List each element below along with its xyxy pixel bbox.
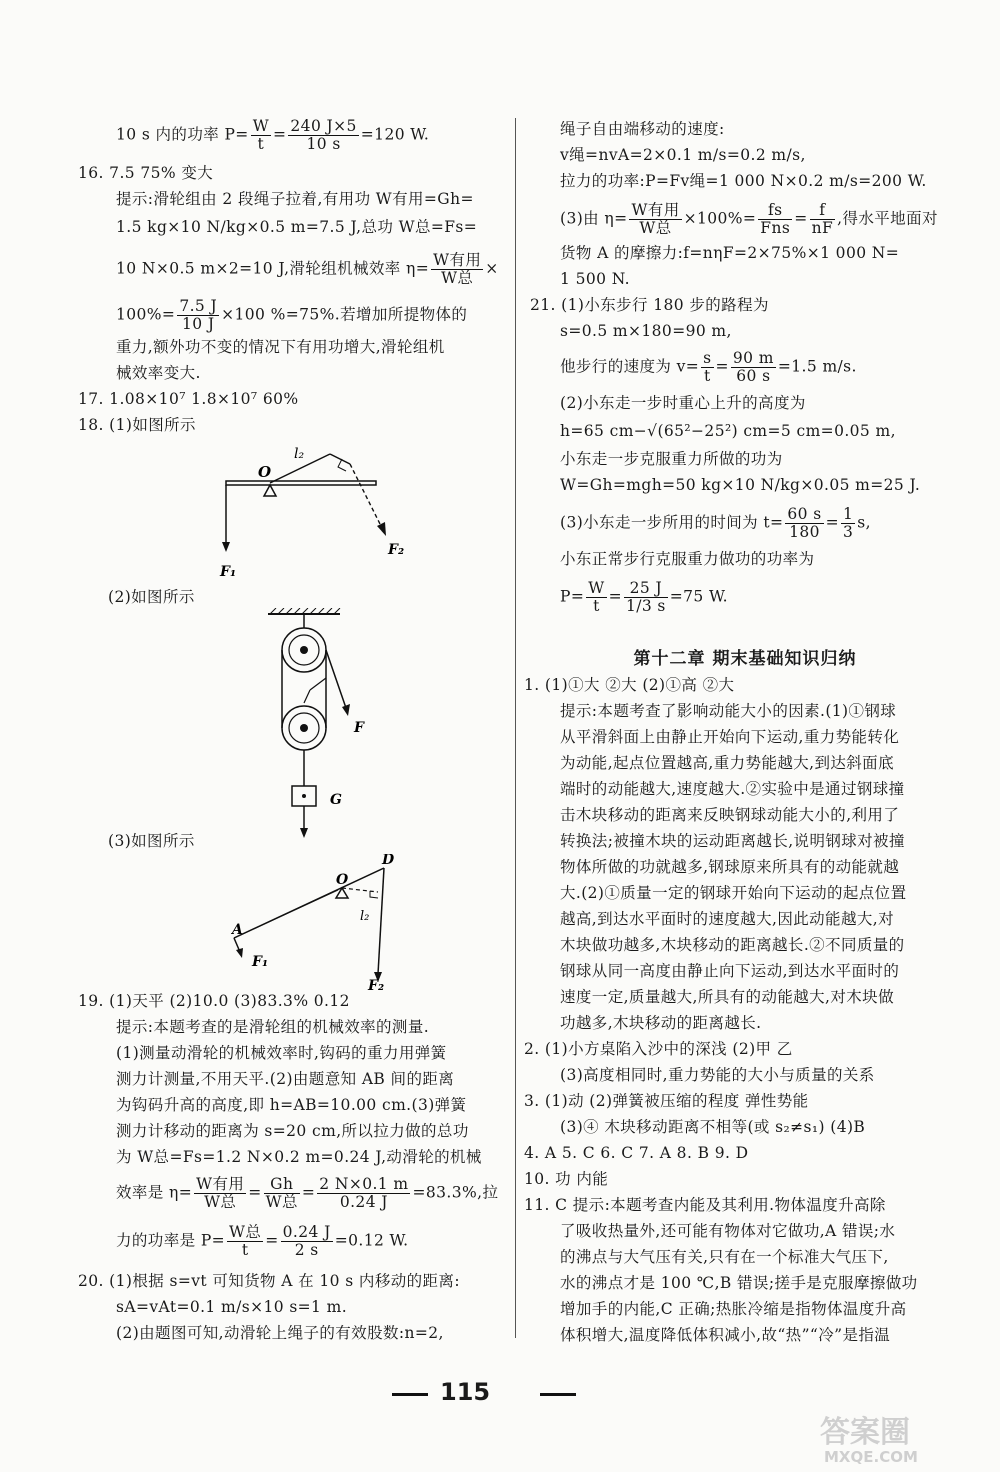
pull-power: 拉力的功率:P=Fv绳=1 000 N×0.2 m/s=200 W. bbox=[560, 172, 927, 190]
q16-hint-3: 10 N×0.5 m×2=10 J,滑轮组机械效率 η= $\frac{\text{W有用}}{\text{W总}}$ × bbox=[116, 251, 499, 287]
q18-answer: 18. (1)如图所示 bbox=[78, 416, 196, 434]
page-number: 115 bbox=[440, 1378, 491, 1406]
q19-answer: 19. (1)天平 (2)10.0 (3)83.3% 0.12 bbox=[78, 992, 350, 1010]
q19-hint-5: 测力计移动的距离为 s=20 cm,所以拉力做的总功 bbox=[116, 1122, 469, 1140]
c2-answer: 2. (1)小方桌陷入沙中的深浅 (2)甲 乙 bbox=[524, 1040, 793, 1058]
f2-label-3: F₂ bbox=[368, 978, 385, 990]
svg-text:答案圈: 答案圈 bbox=[820, 1415, 910, 1450]
c4-9-answers: 4. A 5. C 6. C 7. A 8. B 9. D bbox=[524, 1144, 749, 1162]
column-divider bbox=[515, 118, 516, 1338]
q16-hint-5: 重力,额外功不变的情况下有用功增大,滑轮组机 bbox=[116, 338, 445, 356]
friction-line: (3)由 η= $\frac{\text{W有用}}{\text{W总}}$ ×100%= $\frac{fs}{\text{Fns}}$ = $\frac{f}{nF}$ ,得水平地面对 bbox=[560, 201, 938, 237]
q19-power: 力的功率是 P= $\frac{\text{W总}}{t}$ = $\frac{0.24 J}{2 s}$ =0.12 W. bbox=[116, 1223, 409, 1259]
c1-hint: 提示:本题考查了影响动能大小的因素.(1)①钢球 bbox=[560, 702, 897, 720]
friction-result: 1 500 N. bbox=[560, 270, 630, 288]
q16-hint: 提示:滑轮组由 2 段绳子拉着,有用功 W有用=Gh= bbox=[116, 190, 474, 208]
q19-hint-2: (1)测量动滑轮的机械效率时,钩码的重力用弹簧 bbox=[116, 1044, 447, 1062]
q21-answer: 21. (1)小东步行 180 步的路程为 bbox=[530, 296, 769, 314]
q18-part2: (2)如图所示 bbox=[108, 588, 195, 606]
f1-label: F₁ bbox=[220, 564, 237, 580]
c1-hint-12: 速度一定,质量越大,所具有的动能越大,对木块做 bbox=[560, 988, 894, 1006]
q16-hint-6: 械效率变大. bbox=[116, 364, 201, 382]
c11-hint-2: 的沸点与大气压有关,只有在一个标准大气压下, bbox=[560, 1248, 889, 1266]
watermark-logo bbox=[812, 1408, 982, 1466]
c1-hint-3: 为动能,起点位置越高,重力势能越大,到达斜面底 bbox=[560, 754, 894, 772]
q19-hint-3: 测力计测量,不用天平.(2)由题意知 AB 间的距离 bbox=[116, 1070, 455, 1088]
q20-answer: 20. (1)根据 s=vt 可知货物 A 在 10 s 内移动的距离: bbox=[78, 1272, 460, 1290]
c11-hint-5: 体积增大,温度降低体积减小,故“热”“冷”是指温 bbox=[560, 1326, 891, 1344]
c1-answer: 1. (1)①大 ②大 (2)①高 ②大 bbox=[524, 676, 735, 694]
c2-answer-2: (3)高度相同时,重力势能的大小与质量的关系 bbox=[560, 1066, 875, 1084]
f1-label-3: F₁ bbox=[252, 954, 269, 970]
chapter-title: 第十二章 期末基础知识归纳 bbox=[633, 649, 857, 669]
c11-hint: 了吸收热量外,还可能有物体对它做功,A 错误;水 bbox=[560, 1222, 896, 1240]
g-label: G bbox=[330, 792, 342, 808]
q16-hint-2: 1.5 kg×10 N/kg×0.5 m=7.5 J,总功 W总=Fs= bbox=[116, 218, 478, 236]
c1-hint-5: 击木块移动的距离来反映钢球动能大小的,利用了 bbox=[560, 806, 900, 824]
power-line: 10 s 内的功率 P= $\frac{W}{t}$ = $\frac{240 J\times 5}{10 s}$ =120 W. bbox=[116, 117, 430, 153]
q19-hint: 提示:本题考查的是滑轮组的机械效率的测量. bbox=[116, 1018, 430, 1036]
q19-efficiency: 效率是 η= $\frac{\text{W有用}}{\text{W总}}$ = $\frac{Gh}{\text{W总}}$ = $\frac{2 N\times 0.1 m}{0.24 J}$ =83.3%,拉 bbox=[116, 1175, 499, 1211]
q21-distance: s=0.5 m×180=90 m, bbox=[560, 322, 732, 340]
q19-hint-4: 为钩码升高的高度,即 h=AB=10.00 cm.(3)弹簧 bbox=[116, 1096, 467, 1114]
q21-time: (3)小东走一步所用的时间为 t= $\frac{60 s}{180}$ = $\frac{1}{3}$ s, bbox=[560, 505, 871, 541]
rope-speed: v绳=nvA=2×0.1 m/s=0.2 m/s, bbox=[560, 146, 806, 164]
f2-label: F₂ bbox=[388, 542, 405, 558]
rope-speed-title: 绳子自由端移动的速度: bbox=[560, 120, 725, 138]
lever-figure-1 bbox=[218, 444, 418, 584]
c1-hint-8: 大.(2)①质量一定的钢球开始向下运动的起点位置 bbox=[560, 884, 907, 902]
point-d-label: D bbox=[382, 854, 395, 868]
friction-calc: 货物 A 的摩擦力:f=nηF=2×75%×1 000 N= bbox=[560, 244, 900, 262]
point-a-label: A bbox=[232, 922, 243, 938]
q16-hint-4: 100%= $\frac{7.5 J}{10 J}$ ×100 %=75%.若增加所提物体的 bbox=[116, 297, 468, 333]
q17-answer: 17. 1.08×10⁷ 1.8×10⁷ 60% bbox=[78, 390, 299, 408]
svg-text:MXQE.COM: MXQE.COM bbox=[824, 1448, 918, 1466]
q16-answer: 16. 7.5 75% 变大 bbox=[78, 164, 214, 182]
pulley-figure bbox=[268, 608, 398, 838]
q21-speed: 他步行的速度为 v= $\frac{s}{t}$ = $\frac{90 m}{60 s}$ =1.5 m/s. bbox=[560, 349, 857, 385]
pivot-o-label: O bbox=[258, 463, 272, 481]
q21-power: P= $\frac{W}{t}$ = $\frac{25 J}{1/3 s}$ =75 W. bbox=[560, 579, 728, 615]
q21-height-title: (2)小东走一步时重心上升的高度为 bbox=[560, 394, 806, 412]
c11-hint-3: 水的沸点才是 100 ℃,B 错误;搓手是克服摩擦做功 bbox=[560, 1274, 918, 1292]
f-label: F bbox=[354, 720, 364, 736]
lever-figure-3 bbox=[226, 854, 406, 990]
c1-hint-6: 转换法;被撞木块的运动距离越长,说明钢球对被撞 bbox=[560, 832, 905, 850]
pivot-o-label-3: O bbox=[336, 872, 349, 888]
c1-hint-9: 越高,到达水平面时的速度越大,因此动能越大,对 bbox=[560, 910, 894, 928]
c1-hint-11: 钢球从同一高度由静止向下运动,到达水平面时的 bbox=[560, 962, 900, 980]
c11-hint-4: 增加手的内能,C 正确;热胀冷缩是指物体温度升高 bbox=[560, 1300, 907, 1318]
q21-power-title: 小东正常步行克服重力做功的功率为 bbox=[560, 550, 815, 568]
page-dash-right bbox=[540, 1393, 576, 1396]
q21-height: h=65 cm−√(65²−25²) cm=5 cm=0.05 m, bbox=[560, 422, 896, 440]
page-dash-left bbox=[392, 1393, 428, 1396]
l2-label: l₂ bbox=[294, 446, 305, 462]
q20-distance: sA=vAt=0.1 m/s×10 s=1 m. bbox=[116, 1298, 348, 1316]
c10-answer: 10. 功 内能 bbox=[524, 1170, 609, 1188]
q21-work: W=Gh=mgh=50 kg×10 N/kg×0.05 m=25 J. bbox=[560, 476, 921, 494]
q21-work-title: 小东走一步克服重力所做的功为 bbox=[560, 450, 783, 468]
c1-hint-10: 木块做功越多,木块移动的距离越长.②不同质量的 bbox=[560, 936, 905, 954]
l2-label-3: l₂ bbox=[360, 909, 370, 924]
c1-hint-7: 物体所做的功就越多,钢球原来所具有的动能就越 bbox=[560, 858, 900, 876]
q18-part3: (3)如图所示 bbox=[108, 832, 195, 850]
c1-hint-2: 从平滑斜面上由静止开始向下运动,重力势能转化 bbox=[560, 728, 900, 746]
c3-answer-2: (3)④ 木块移动距离不相等(或 s₂≠s₁) (4)B bbox=[560, 1118, 866, 1136]
q20-strands: (2)由题图可知,动滑轮上绳子的有效股数:n=2, bbox=[116, 1324, 444, 1342]
c11-answer: 11. C 提示:本题考查内能及其利用.物体温度升高除 bbox=[524, 1196, 886, 1214]
c3-answer: 3. (1)动 (2)弹簧被压缩的程度 弹性势能 bbox=[524, 1092, 809, 1110]
c1-hint-4: 端时的动能越大,速度越大.②实验中是通过钢球撞 bbox=[560, 780, 905, 798]
q19-hint-6: 为 W总=Fs=1.2 N×0.2 m=0.24 J,动滑轮的机械 bbox=[116, 1148, 482, 1166]
c1-hint-13: 功越多,木块移动的距离越长. bbox=[560, 1014, 762, 1032]
